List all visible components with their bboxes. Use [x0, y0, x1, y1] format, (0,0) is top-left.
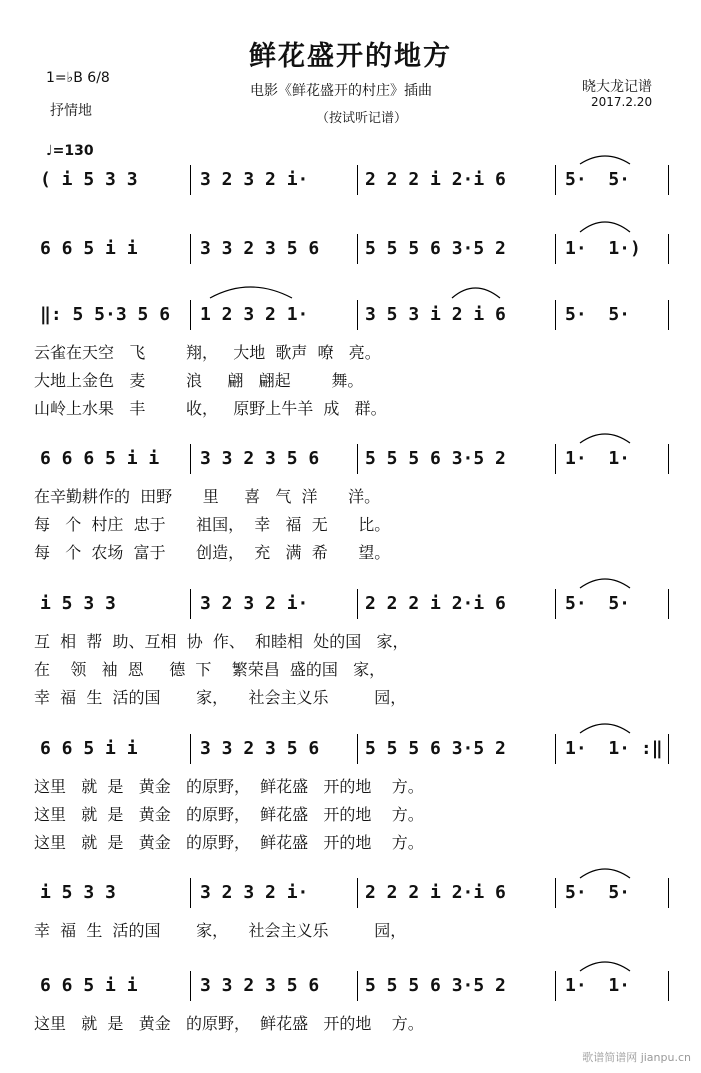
lyric-line: 这里 就 是 黄金 的原野， 鲜花盛 开的地 方。: [34, 805, 424, 824]
measure: 5 5 5 6 3·5 2: [365, 738, 506, 759]
measure: 5· 5·: [565, 169, 631, 190]
lyric-line: 幸 福 生 活的国 家， 社会主义乐 园，: [34, 688, 407, 707]
song-title: 鲜花盛开的地方: [249, 41, 452, 72]
measure: 3 3 2 3 5 6: [200, 738, 320, 759]
measure: 3 5 3 i 2 i 6: [365, 304, 506, 325]
measure: 2 2 2 i 2·i 6: [365, 593, 506, 614]
slur: [452, 288, 500, 298]
measure: 2 2 2 i 2·i 6: [365, 169, 506, 190]
lyric-line: 互 相 帮 助、互相 协 作、 和睦相 处的国 家，: [34, 632, 409, 651]
measure: 3 2 3 2 i·: [200, 593, 309, 614]
measure: ‖: 5 5·3 5 6: [40, 304, 171, 325]
measure: 6 6 5 i i: [40, 975, 138, 996]
lyric-line: 这里 就 是 黄金 的原野， 鲜花盛 开的地 方。: [34, 777, 424, 796]
measure: 5· 5·: [565, 593, 631, 614]
slur: [580, 156, 630, 164]
measure: 5· 5·: [565, 304, 631, 325]
slur: [580, 579, 630, 588]
measure: 5 5 5 6 3·5 2: [365, 448, 506, 469]
measure: 5 5 5 6 3·5 2: [365, 238, 506, 259]
measure: 6 6 6 5 i i: [40, 448, 160, 469]
watermark: 歌谱简谱网 jianpu.cn: [582, 1051, 691, 1064]
lyric-line: 在辛勤耕作的 田野 里 喜 气 洋 洋。: [34, 487, 381, 506]
measure: 5· 5·: [565, 882, 631, 903]
key-signature: 1=♭B 6/8: [46, 70, 110, 86]
slur: [580, 962, 630, 971]
lyric-line: 这里 就 是 黄金 的原野， 鲜花盛 开的地 方。: [34, 833, 424, 852]
lyric-line: 在 领 袖 恩 德 下 繁荣昌 盛的国 家，: [34, 660, 386, 679]
transcription-method: （按试听记谱）: [316, 111, 408, 126]
measure: 1 2 3 2 1·: [200, 304, 309, 325]
measure: 6 6 5 i i: [40, 238, 138, 259]
measure: i 5 3 3: [40, 593, 116, 614]
measure: 1· 1·): [565, 238, 641, 259]
slur: [580, 724, 630, 733]
lyric-line: 云雀在天空 飞 翔， 大地 歌声 嘹 亮。: [34, 343, 381, 362]
slur: [580, 222, 630, 232]
lyric-line: 每 个 村庄 忠于 祖国， 幸 福 无 比。: [34, 515, 391, 534]
measure: 3 3 2 3 5 6: [200, 238, 320, 259]
slur: [580, 869, 630, 878]
measure: 3 3 2 3 5 6: [200, 975, 320, 996]
measure: 3 2 3 2 i·: [200, 882, 309, 903]
measure: i 5 3 3: [40, 882, 116, 903]
measure: ( i 5 3 3: [40, 169, 138, 190]
lyric-line: 每 个 农场 富于 创造， 充 满 希 望。: [34, 543, 391, 562]
measure: 5 5 5 6 3·5 2: [365, 975, 506, 996]
arranger-credit: 晓大龙记谱: [582, 79, 652, 95]
measure: 6 6 5 i i: [40, 738, 138, 759]
measure: 1· 1·: [565, 448, 631, 469]
lyric-line: 山岭上水果 丰 收， 原野上牛羊 成 群。: [34, 399, 387, 418]
tempo-marking: ♩=130: [46, 143, 94, 159]
song-subtitle: 电影《鲜花盛开的村庄》插曲: [250, 83, 432, 99]
measure: 2 2 2 i 2·i 6: [365, 882, 506, 903]
lyric-line: 大地上金色 麦 浪 翩 翩起 舞。: [34, 371, 364, 390]
measure: 3 2 3 2 i·: [200, 169, 309, 190]
slur: [210, 287, 292, 298]
transcription-date: 2017.2.20: [591, 95, 653, 109]
measure: 1· 1· :‖: [565, 738, 663, 759]
measure: 3 3 2 3 5 6: [200, 448, 320, 469]
measure: 1· 1·: [565, 975, 631, 996]
slur: [580, 434, 630, 443]
mood-marking: 抒情地: [50, 103, 92, 119]
lyric-line: 这里 就 是 黄金 的原野， 鲜花盛 开的地 方。: [34, 1014, 424, 1033]
lyric-line: 幸 福 生 活的国 家， 社会主义乐 园，: [34, 921, 407, 940]
